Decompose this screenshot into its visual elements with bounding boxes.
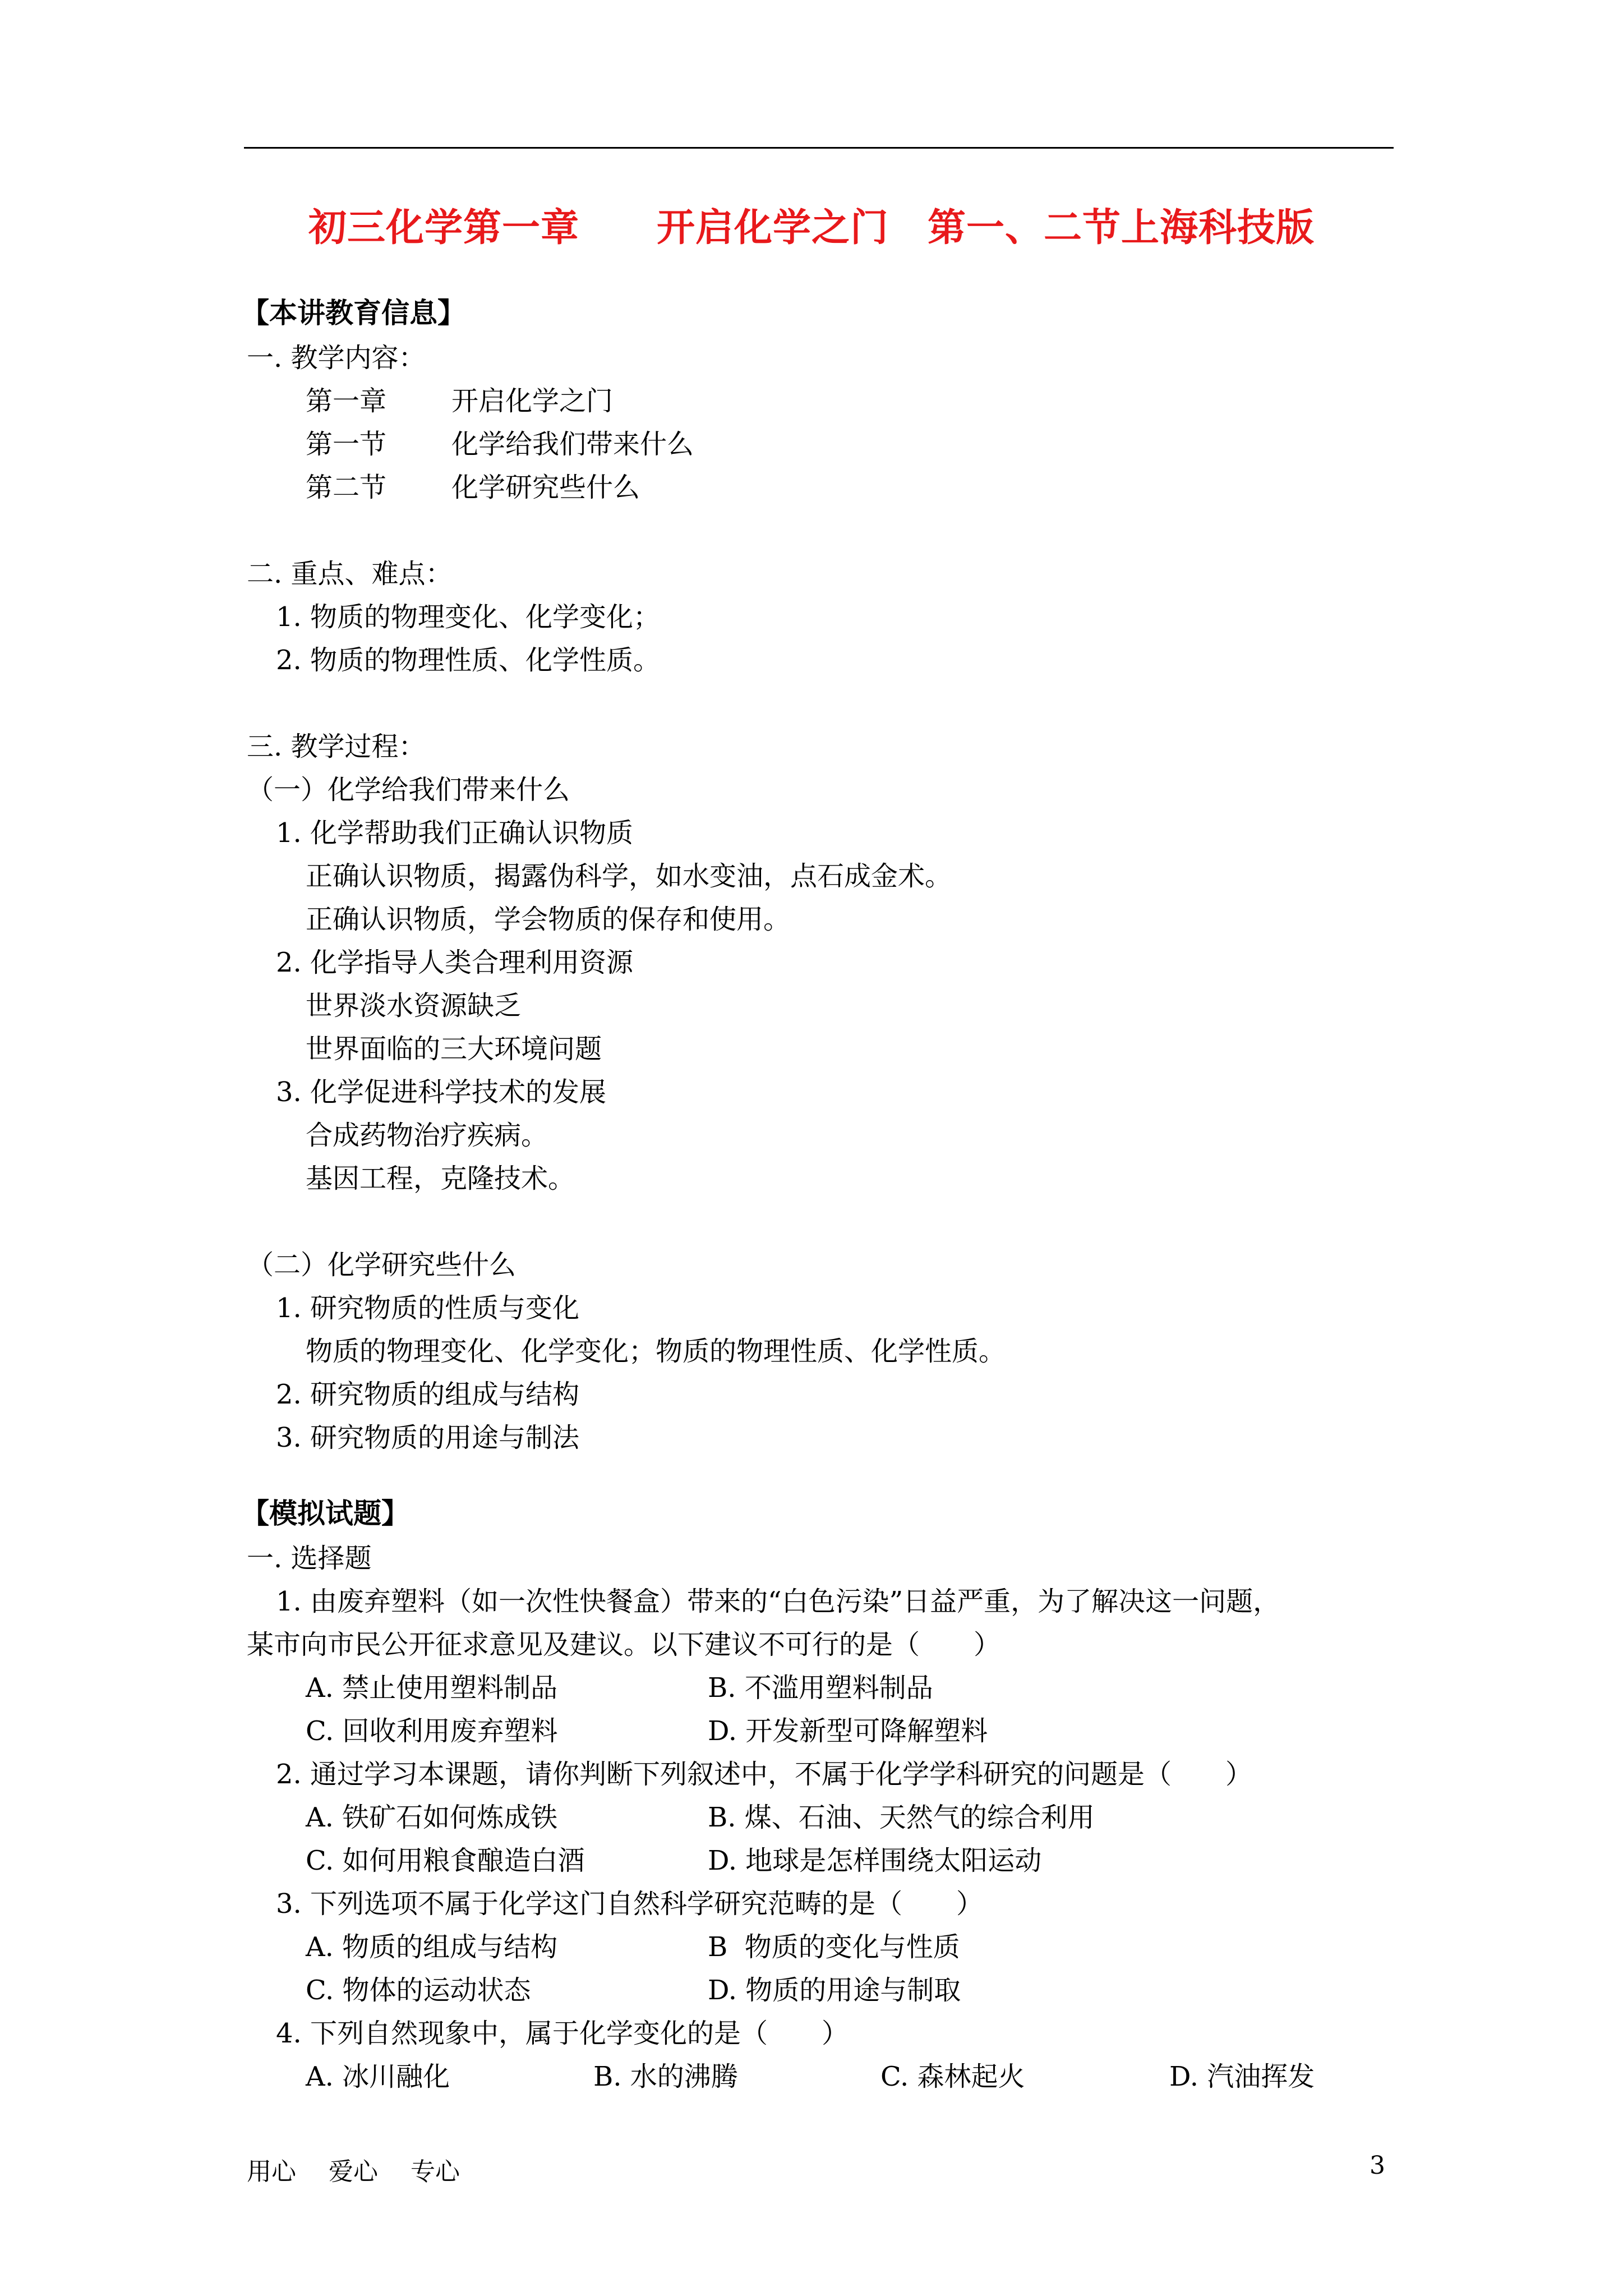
process-detail: 基因工程，克隆技术。: [306, 1163, 575, 1194]
content-row-right: 化学研究些什么: [451, 472, 640, 503]
process-item: 3. 化学促进科学技术的发展: [276, 1076, 607, 1108]
content-row-left: 第一章: [306, 385, 387, 417]
option-b: B. 煤、石油、天然气的综合利用: [708, 1802, 1095, 1833]
process-detail: 物质的物理变化、化学变化；物质的物理性质、化学性质。: [306, 1336, 1006, 1367]
process-item: 1. 研究物质的性质与变化: [276, 1292, 580, 1324]
header-rule: [244, 147, 1394, 149]
option-a: A. 冰川融化: [306, 2061, 450, 2092]
process-part2-label: （二）化学研究些什么: [247, 1249, 517, 1281]
option-a: A. 禁止使用塑料制品: [306, 1672, 558, 1704]
content-row-left: 第二节: [306, 472, 387, 503]
choice-label: 一. 选择题: [247, 1543, 372, 1574]
content-row-right: 开启化学之门: [451, 385, 614, 417]
page-number: 3: [1370, 2151, 1385, 2180]
process-label: 三. 教学过程：: [247, 731, 426, 762]
process-item: 3. 研究物质的用途与制法: [276, 1422, 580, 1453]
section-heading-info: 【本讲教育信息】: [241, 296, 465, 329]
page-title: 初三化学第一章 开启化学之门 第一、二节上海科技版: [308, 205, 1315, 250]
process-detail: 世界淡水资源缺乏: [306, 990, 522, 1022]
question-text: 2. 通过学习本课题，请你判断下列叙述中，不属于化学学科研究的问题是（ ）: [276, 1759, 1253, 1790]
process-item: 2. 研究物质的组成与结构: [276, 1379, 580, 1410]
content-row-left: 第一节: [306, 429, 387, 460]
key-point-item: 1. 物质的物理变化、化学变化；: [276, 601, 661, 633]
option-c: C. 森林起火: [880, 2061, 1025, 2092]
footer-motto: 用心 爱心 专心: [247, 2157, 460, 2186]
key-point-item: 2. 物质的物理性质、化学性质。: [276, 645, 661, 676]
process-detail: 正确认识物质，学会物质的保存和使用。: [306, 904, 791, 935]
option-b: B 物质的变化与性质: [708, 1931, 960, 1963]
section-heading-tests: 【模拟试题】: [241, 1497, 409, 1530]
option-b: B. 不滥用塑料制品: [708, 1672, 933, 1704]
option-d: D. 物质的用途与制取: [708, 1975, 961, 2006]
teaching-content-label: 一. 教学内容：: [247, 342, 426, 374]
option-b: B. 水的沸腾: [593, 2061, 738, 2092]
key-points-label: 二. 重点、难点：: [247, 558, 453, 590]
process-part1-label: （一）化学给我们带来什么: [247, 774, 570, 806]
option-c: C. 如何用粮食酿造白酒: [306, 1845, 585, 1876]
process-detail: 合成药物治疗疾病。: [306, 1120, 548, 1151]
process-item: 1. 化学帮助我们正确认识物质: [276, 817, 634, 849]
option-c: C. 回收利用废弃塑料: [306, 1715, 558, 1747]
option-d: D. 开发新型可降解塑料: [708, 1715, 988, 1747]
question-text: 某市向市民公开征求意见及建议。以下建议不可行的是（ ）: [247, 1629, 1001, 1660]
content-row-right: 化学给我们带来什么: [451, 429, 694, 460]
question-text: 1. 由废弃塑料（如一次性快餐盒）带来的“白色污染”日益严重，为了解决这一问题，: [276, 1586, 1280, 1617]
process-item: 2. 化学指导人类合理利用资源: [276, 947, 634, 978]
option-c: C. 物体的运动状态: [306, 1975, 531, 2006]
process-detail: 正确认识物质，揭露伪科学，如水变油，点石成金术。: [306, 861, 952, 892]
process-detail: 世界面临的三大环境问题: [306, 1033, 602, 1065]
option-a: A. 物质的组成与结构: [306, 1931, 558, 1963]
option-d: D. 汽油挥发: [1169, 2061, 1315, 2092]
option-a: A. 铁矿石如何炼成铁: [306, 1802, 558, 1833]
option-d: D. 地球是怎样围绕太阳运动: [708, 1845, 1042, 1876]
question-text: 3. 下列选项不属于化学这门自然科学研究范畴的是（ ）: [276, 1888, 984, 1920]
question-text: 4. 下列自然现象中，属于化学变化的是（ ）: [276, 2018, 849, 2049]
